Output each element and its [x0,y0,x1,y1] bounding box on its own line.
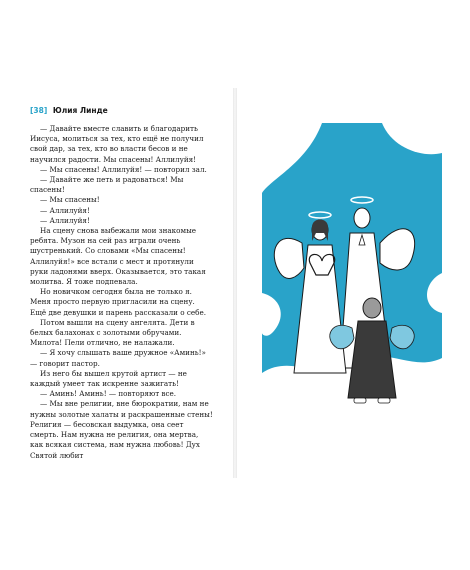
paragraph: — Мы вне религии, вне бюрократии, нам не нужны золотые халаты и раскрашенные стены! Религия — бесовская выдумка, она сеет смерть. Нам нужна не религия, она мертва, как всякая система, нам нужна любовь! Дух Святой любит [30,399,213,460]
paragraph: — Мы спасены! [40,195,100,205]
paragraph: — Я хочу слышать ваше дружное «Аминь!» — говорит пастор. [30,348,206,368]
left-page [0,88,233,478]
paragraph: — Мы спасены! Аллилуйя! — повторил зал. [40,164,207,174]
angel-head [354,208,370,228]
paragraph: — Аллилуйя! [40,215,90,225]
paragraph: Из него бы вышел крутой артист — не каждый умеет так искренне зажигать! [30,368,187,389]
paragraph: — Аминь! Аминь! — повторяют все. [40,389,177,399]
running-header [30,106,108,118]
child-shoe [378,398,390,403]
paragraph: Потом вышли на сцену ангелята. Дети в белых балахонах с золотыми обручами. Милота! Пели отлично, не налажали. [30,317,195,348]
right-page [237,88,470,478]
page-number: [38] [30,106,48,115]
child-head [363,298,381,318]
paragraph: — Давайте же петь и радоваться! Мы спасены! [30,175,184,195]
child-shoe [354,398,366,403]
paragraph: — Давайте вместе славить и благодарить Иисуса, молиться за тех, кто ещё не получил свой дар, за тех, кто во власти бесов и не научился радости. Мы спасены! Аллилуйя! [30,124,204,164]
paragraph: Но новичком сегодня была не только я. Меня просто первую пригласили на сцену. Ещё две девушки и парень рассказали о себе. [30,287,206,317]
paragraph: На сцену снова выбежали мои знакомые ребята. Музон на сей раз играли очень шустренький. Со словами «Мы спасены! Аллилуйя!» все встали с мест и протянули руки ладонями вверх. Оказывается, это такая молитва. Я тоже подпевала. [30,226,206,287]
author-name: Юлия Линде [52,106,108,115]
paragraph: — Аллилуйя! [40,205,90,215]
angel-children-illustration [262,123,442,423]
body-text [30,124,213,461]
